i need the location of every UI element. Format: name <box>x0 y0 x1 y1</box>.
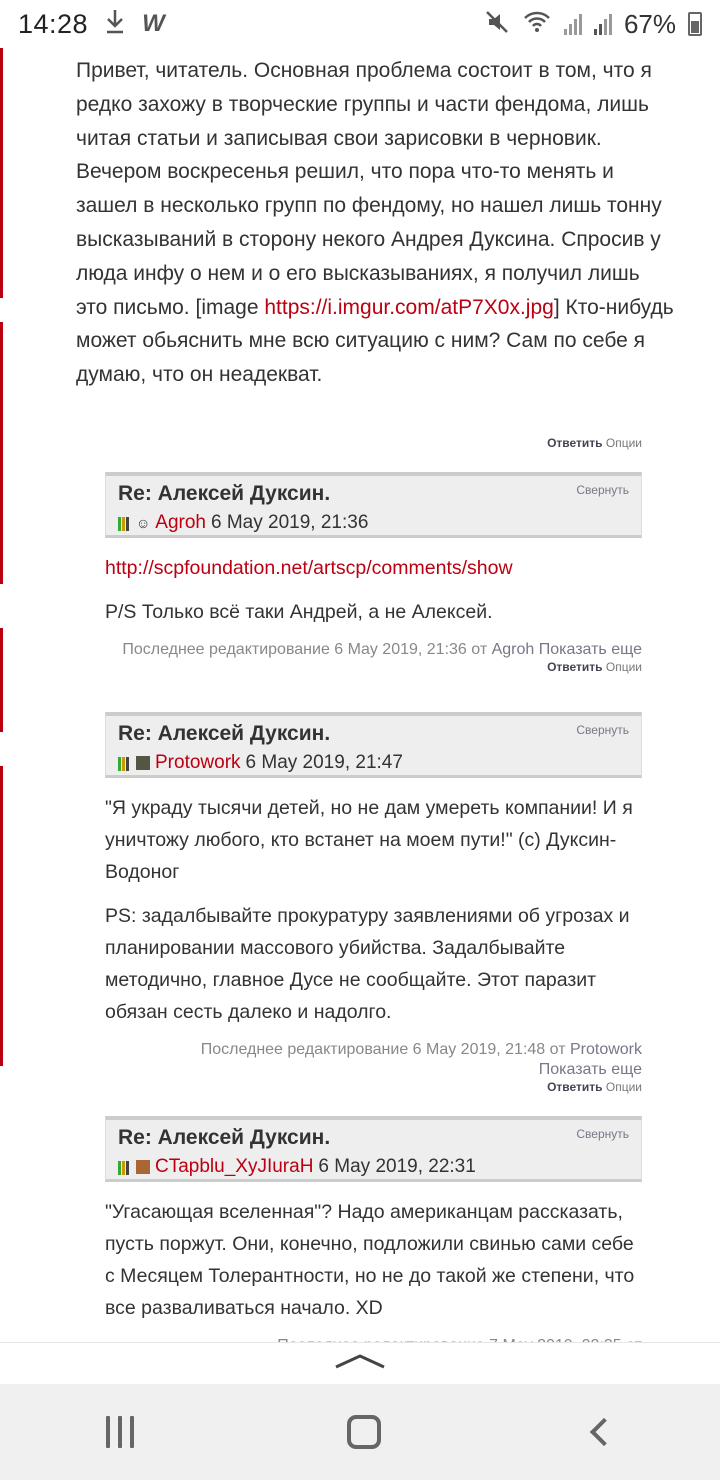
options-button[interactable]: Опции <box>605 1080 642 1094</box>
download-icon <box>104 8 126 41</box>
comment-paragraph: "Я украду тысячи детей, но не дам умереть компании! И я уничтожу любого, кто встанет на моем пути!" (с) Дуксин-Водоног <box>105 797 633 883</box>
user-rank-icon <box>118 515 134 531</box>
collapse-link[interactable]: Свернуть <box>576 1127 629 1141</box>
chevron-up-icon[interactable] <box>334 1352 386 1375</box>
comment-author[interactable]: Protowork <box>155 752 241 773</box>
avatar <box>136 1160 150 1174</box>
post-text-after: ] Кто-нибудь может обьяснить мне всю ситуацию с ним? Сам по себе я думаю, что он неадекват. <box>76 295 674 387</box>
edit-user[interactable]: Protowork <box>569 1041 642 1058</box>
collapse-link[interactable]: Свернуть <box>576 483 629 497</box>
user-rank-icon <box>118 755 134 771</box>
comment <box>105 1116 642 1356</box>
comment-meta <box>118 512 629 534</box>
post-actions <box>400 436 642 450</box>
options-button[interactable]: Опции <box>605 660 642 674</box>
reply-button[interactable]: Ответить <box>547 436 603 450</box>
karma-icon: ☺ <box>136 515 151 531</box>
comment-paragraph: PS: задалбывайте прокуратуру заявлениями об угрозах и планировании массового убийства. Задалбывайте методично, главное Дусе не сообщайте. Этот паразит обязан сесть далеко и надолго. <box>105 905 630 1023</box>
avatar <box>136 756 150 770</box>
signal-icon <box>564 13 582 35</box>
status-time: 14:28 <box>18 8 89 39</box>
options-button[interactable]: Опции <box>605 436 642 450</box>
show-more-link[interactable]: Показать еще <box>538 1061 642 1078</box>
comment-paragraph: "Угасающая вселенная"? Надо американцам рассказать, пусть поржут. Они, конечно, подложили свинью сами себе с Месяцем Толерантности, но не до такой же степени, что все разваливаться начало. XD <box>105 1201 635 1319</box>
content-area[interactable] <box>0 48 720 1342</box>
comment-body <box>105 552 642 628</box>
reply-button[interactable]: Ответить <box>547 1080 603 1094</box>
reply-button[interactable]: Ответить <box>547 660 603 674</box>
comment-body <box>105 792 642 1028</box>
edit-info <box>105 1040 642 1080</box>
comment-author[interactable]: Agroh <box>155 512 206 533</box>
wifi-icon <box>522 9 552 40</box>
post-body <box>76 54 676 392</box>
status-bar <box>0 0 720 48</box>
app-w-icon: W <box>142 10 165 37</box>
comment-actions <box>105 1080 642 1094</box>
signal-icon-2 <box>594 13 612 35</box>
comment-actions <box>105 660 642 674</box>
edit-text: Последнее редактирование 6 May 2019, 21:48 от <box>200 1041 566 1058</box>
user-rank-icon <box>118 1159 134 1175</box>
battery-icon <box>688 12 702 36</box>
back-icon[interactable] <box>589 1418 617 1446</box>
edit-text: Последнее редактирование 6 May 2019, 21:36 от <box>122 641 488 658</box>
comment-title: Re: Алексей Дуксин. <box>118 1126 331 1149</box>
comment-link[interactable]: http://scpfoundation.net/artscp/comments/show <box>105 557 513 579</box>
home-icon[interactable] <box>347 1415 381 1449</box>
post-image-link[interactable]: https://i.imgur.com/atP7X0x.jpg <box>264 295 554 319</box>
comment-header <box>105 1116 642 1182</box>
comment-body <box>105 1196 642 1324</box>
collapse-link[interactable]: Свернуть <box>576 723 629 737</box>
post-text-before: Привет, читатель. Основная проблема состоит в том, что я редко захожу в творческие группы и части фендома, лишь читая статьи и записывая свои зарисовки в черновик. Вечером воскресенья решил, что пора что-то менять и зашел в несколько групп по фендому, но нашел лишь тонну высказываний в сторону некого Андрея Дуксина. Спросив у люда инфу о нем и о его высказываниях, я получил лишь это письмо. [image <box>76 59 662 319</box>
comment-meta <box>118 1156 629 1178</box>
comment-header <box>105 472 642 538</box>
comment <box>105 712 642 1094</box>
show-more-link[interactable]: Показать еще <box>538 641 642 658</box>
comment-header <box>105 712 642 778</box>
expand-toolbar-handle[interactable] <box>0 1342 720 1384</box>
comment-title: Re: Алексей Дуксин. <box>118 722 331 745</box>
comment-date: 6 May 2019, 22:31 <box>318 1156 476 1177</box>
comment <box>105 472 642 674</box>
comment-author[interactable]: CTapblu_XyJIuraH <box>155 1156 314 1177</box>
battery-percent: 67% <box>623 8 676 39</box>
comment-paragraph: P/S Только всё таки Андрей, а не Алексей. <box>105 601 493 623</box>
comment-meta <box>118 752 629 774</box>
comment-date: 6 May 2019, 21:47 <box>245 752 403 773</box>
comment-title: Re: Алексей Дуксин. <box>118 482 331 505</box>
recent-apps-icon[interactable] <box>106 1416 134 1448</box>
navigation-bar <box>0 1384 720 1480</box>
edit-info <box>105 640 642 660</box>
mute-icon <box>484 9 510 40</box>
comment-date: 6 May 2019, 21:36 <box>211 512 369 533</box>
edit-user[interactable]: Agroh <box>491 641 535 658</box>
